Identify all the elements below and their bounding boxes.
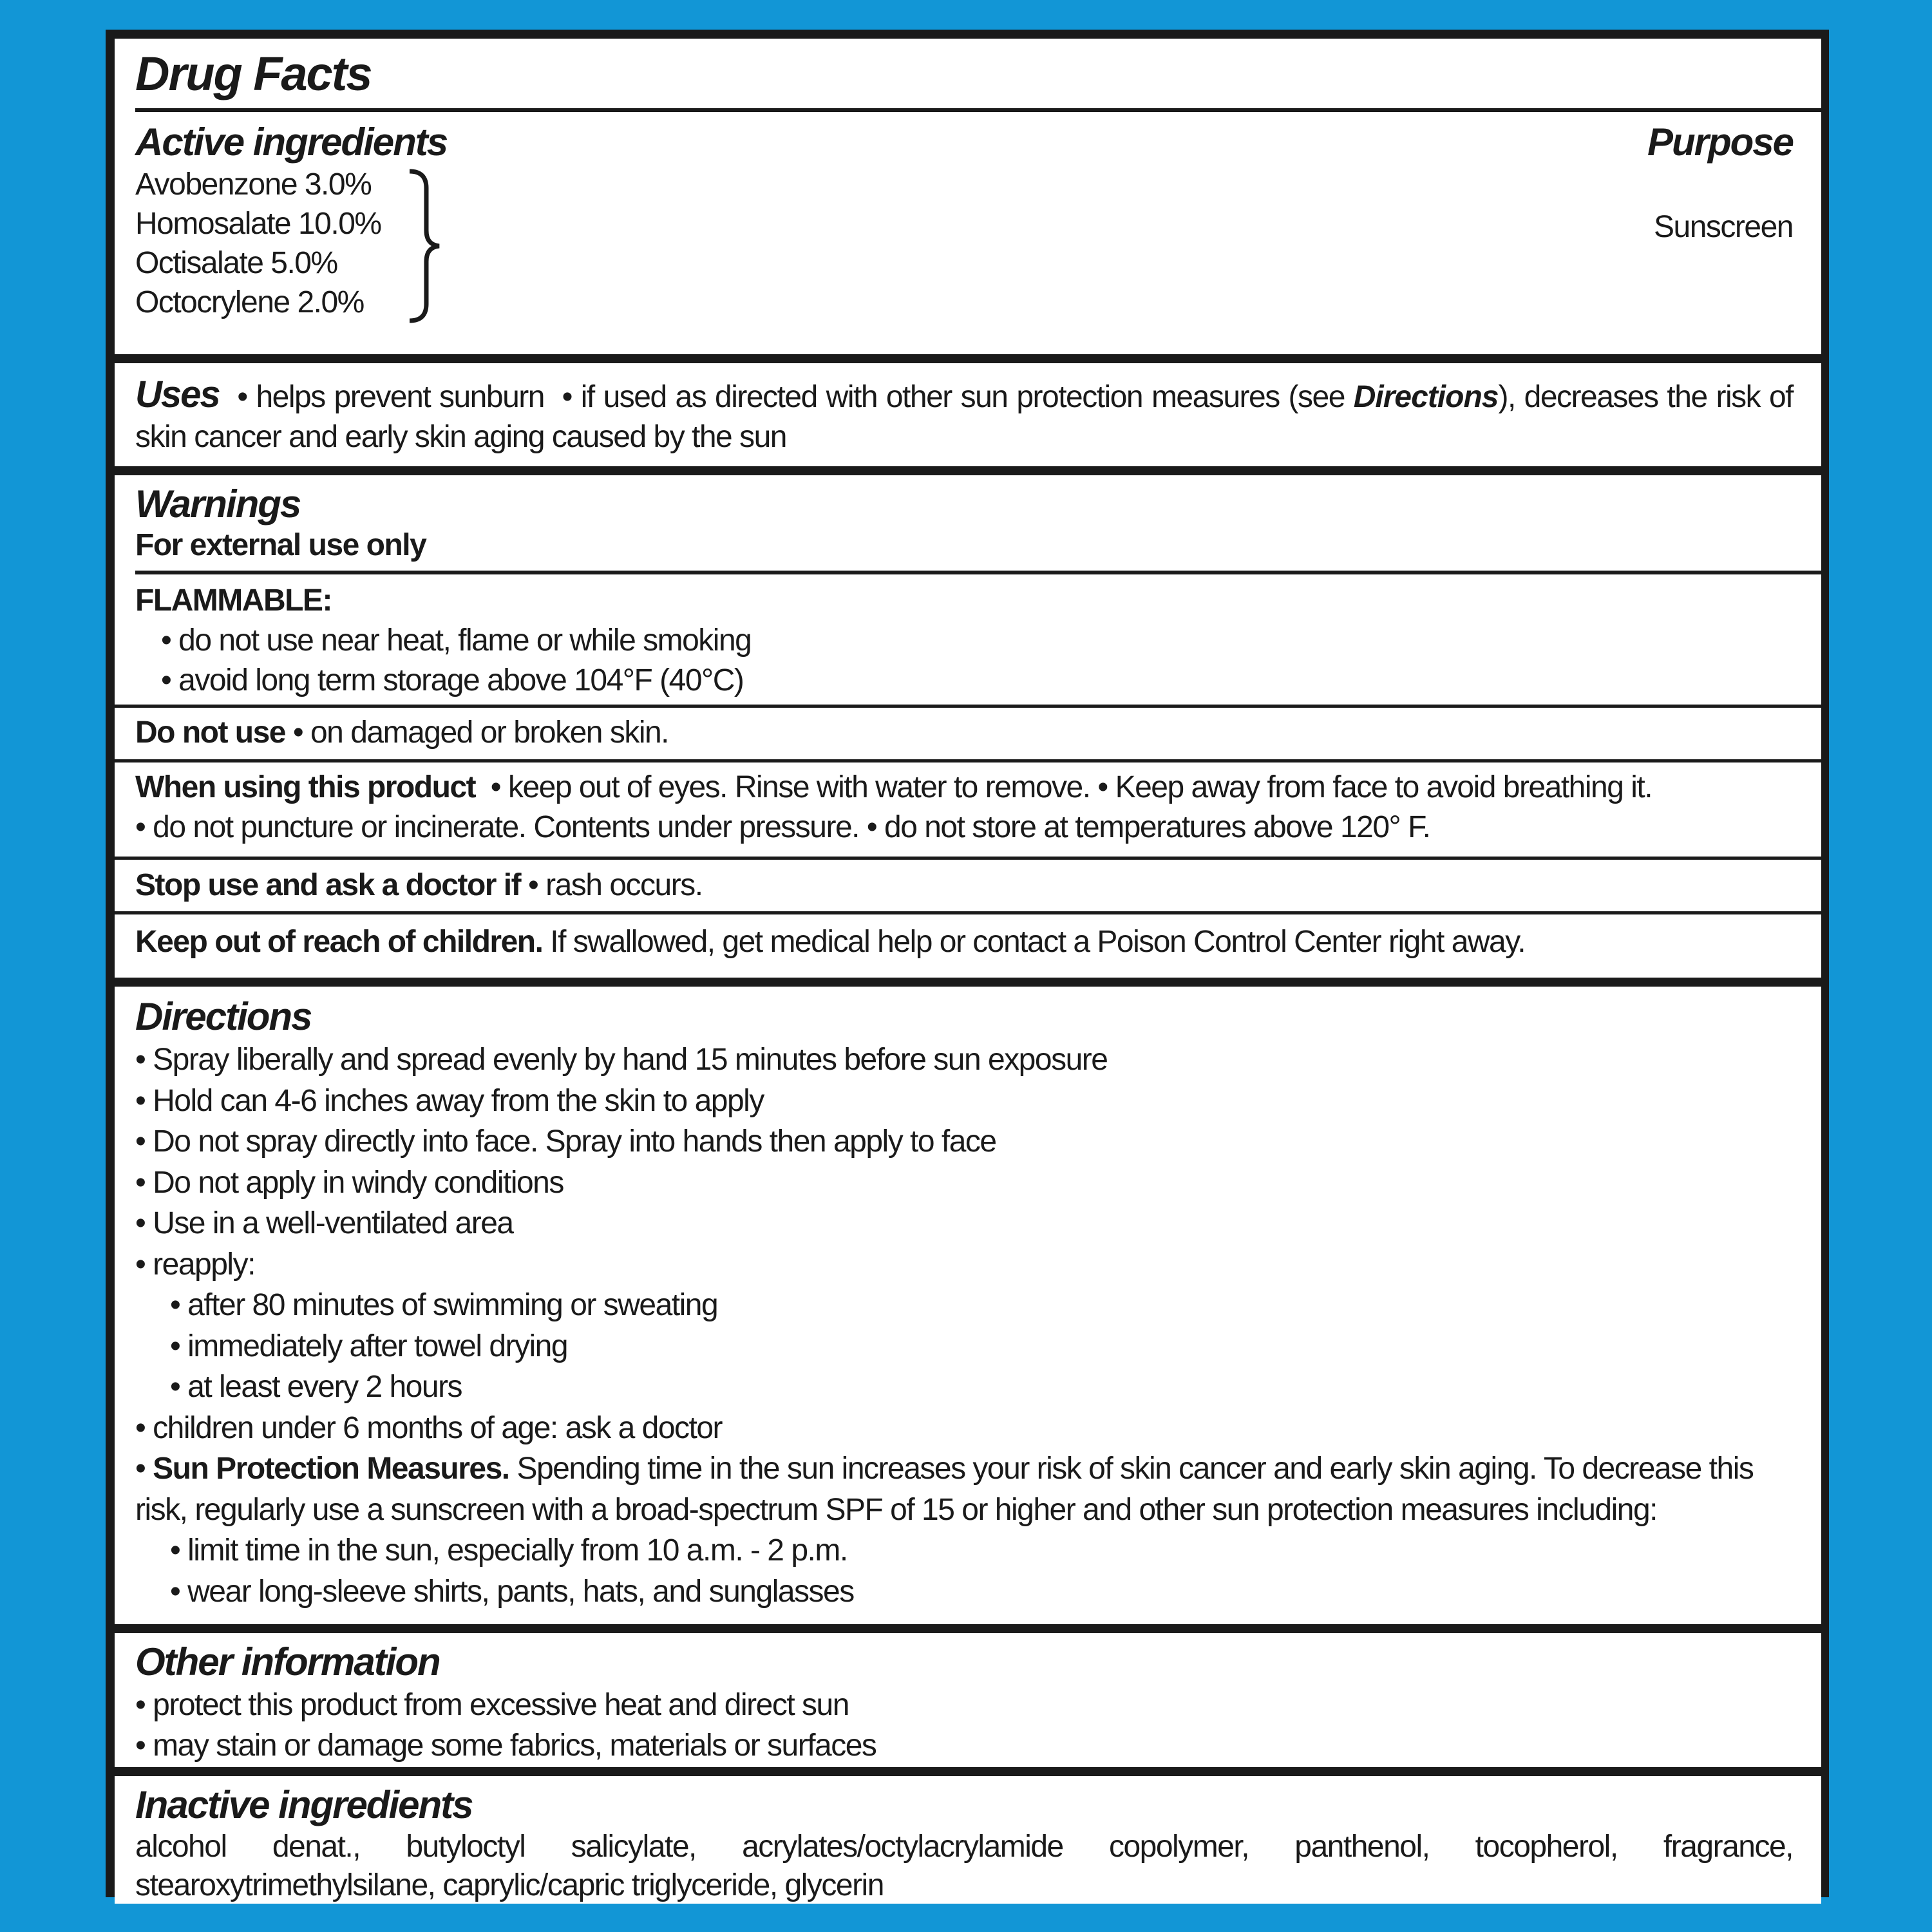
warnings-heading: Warnings	[135, 482, 301, 526]
do-not-use-row: Do not use • on damaged or broken skin.	[135, 715, 669, 750]
when-using-item: do not store at temperatures above 120° F.	[884, 810, 1430, 844]
do-not-use-text: on damaged or broken skin.	[310, 715, 669, 750]
directions-item: • Do not spray directly into face. Spray into hands then apply to face	[135, 1124, 996, 1159]
when-using-block: When using this product • keep out of eyes. Rinse with water to remove. • Keep away from face to avoid breathing it. • do not puncture or incinerate. Contents under pressure. • do not store at temperatures above 120° F.	[135, 770, 1653, 844]
other-information-item: • may stain or damage some fabrics, materials or surfaces	[135, 1728, 876, 1763]
warnings-divider	[135, 571, 1821, 574]
inactive-ingredients-text: alcohol denat., butyloctyl salicylate, acrylates/octylacrylamide copolymer, panthenol, tocopherol, fragrance, stearoxytrimethylsilane, caprylic/capric triglyceride, glycerin	[135, 1830, 1793, 1902]
active-ingredients-section	[115, 39, 1821, 354]
uses-text: Uses • helps prevent sunburn • if used as directed with other sun protection measures (see Directions), decreases the risk of skin cancer and early skin aging caused by the sun	[135, 374, 1794, 454]
uses-bullet: helps prevent sunburn	[256, 380, 544, 414]
directions-reference: Directions	[1353, 380, 1499, 414]
ingredient-item: Avobenzone 3.0%	[135, 167, 372, 202]
warnings-section	[115, 475, 1821, 978]
directions-item: • reapply:	[135, 1247, 255, 1282]
ingredient-list	[135, 165, 1793, 322]
directions-item: • children under 6 months of age: ask a doctor	[135, 1410, 723, 1445]
ingredient-item: Homosalate 10.0%	[135, 207, 381, 241]
flammable-item: • avoid long term storage above 104°F (40°C)	[161, 663, 744, 697]
brace-icon	[406, 169, 444, 323]
stop-use-text: rash occurs.	[545, 868, 703, 902]
purpose-heading: Purpose	[1647, 120, 1793, 164]
reapply-item: • immediately after towel drying	[170, 1329, 568, 1363]
ingredient-item: Octocrylene 2.0%	[135, 285, 364, 319]
other-information-heading: Other information	[135, 1640, 440, 1683]
drug-facts-panel	[106, 30, 1829, 1902]
directions-heading: Directions	[135, 995, 312, 1038]
uses-bullet-pre: if used as directed with other sun protection measures (see	[580, 380, 1354, 414]
uses-heading: Uses	[135, 374, 220, 415]
uses-section	[115, 363, 1821, 466]
inactive-ingredients-heading: Inactive ingredients	[135, 1783, 473, 1826]
keep-out-row	[135, 914, 1793, 970]
when-using-label: When using this product	[135, 770, 476, 804]
flammable-block	[135, 581, 1793, 705]
ingredient-item: Octisalate 5.0%	[135, 246, 337, 280]
keep-out-label: Keep out of reach of children.	[135, 925, 543, 959]
title-divider	[135, 108, 1821, 112]
reapply-item: • at least every 2 hours	[170, 1370, 462, 1404]
spm-label: Sun Protection Measures.	[153, 1452, 509, 1486]
directions-section	[115, 987, 1821, 1624]
purpose-value: Sunscreen	[1654, 210, 1793, 244]
spm-item: • wear long-sleeve shirts, pants, hats, and sunglasses	[170, 1574, 854, 1609]
stop-use-label: Stop use and ask a doctor if	[135, 868, 521, 902]
drug-facts-title: Drug Facts	[135, 47, 372, 100]
reapply-item: • after 80 minutes of swimming or sweating	[170, 1288, 718, 1322]
directions-item: • Use in a well-ventilated area	[135, 1206, 513, 1240]
directions-list	[135, 1039, 1793, 1612]
when-using-item: Keep away from face to avoid breathing it.	[1115, 770, 1653, 804]
other-information-item: • protect this product from excessive heat and direct sun	[135, 1688, 849, 1722]
other-information-list	[135, 1685, 1793, 1766]
inactive-ingredients-section	[115, 1776, 1821, 1904]
flammable-item: • do not use near heat, flame or while smoking	[161, 623, 752, 658]
uses-bullet-post: ), decreases the risk of skin cancer and early skin aging caused by the sun	[135, 380, 1794, 454]
flammable-label: FLAMMABLE:	[135, 583, 332, 618]
directions-item: • Hold can 4-6 inches away from the skin to apply	[135, 1083, 764, 1118]
keep-out-text: If swallowed, get medical help or contact a Poison Control Center right away.	[550, 925, 1526, 959]
when-using-item: do not puncture or incinerate. Contents under pressure.	[153, 810, 860, 844]
stop-use-row: Stop use and ask a doctor if • rash occurs.	[135, 868, 703, 902]
directions-item: • Spray liberally and spread evenly by hand 15 minutes before sun exposure	[135, 1043, 1108, 1077]
other-information-section	[115, 1633, 1821, 1767]
when-using-item: keep out of eyes. Rinse with water to remove.	[507, 770, 1090, 804]
spm-text: Spending time in the sun increases your risk of skin cancer and early skin aging. To decrease this risk, regularly use a sunscreen with a broad-spectrum SPF of 15 or higher and other sun protection measures including:	[135, 1452, 1754, 1527]
sun-protection-measures: • Sun Protection Measures. Spending time in the sun increases your risk of skin cancer and early skin aging. To decrease this risk, regularly use a sunscreen with a broad-spectrum SPF of 15 or higher and other sun protection measures including:	[135, 1452, 1754, 1527]
do-not-use-label: Do not use	[135, 715, 285, 750]
spm-item: • limit time in the sun, especially from 10 a.m. - 2 p.m.	[170, 1533, 848, 1567]
directions-item: • Do not apply in windy conditions	[135, 1165, 564, 1200]
external-use-label: For external use only	[135, 528, 426, 562]
active-ingredients-heading: Active ingredients	[135, 120, 448, 164]
